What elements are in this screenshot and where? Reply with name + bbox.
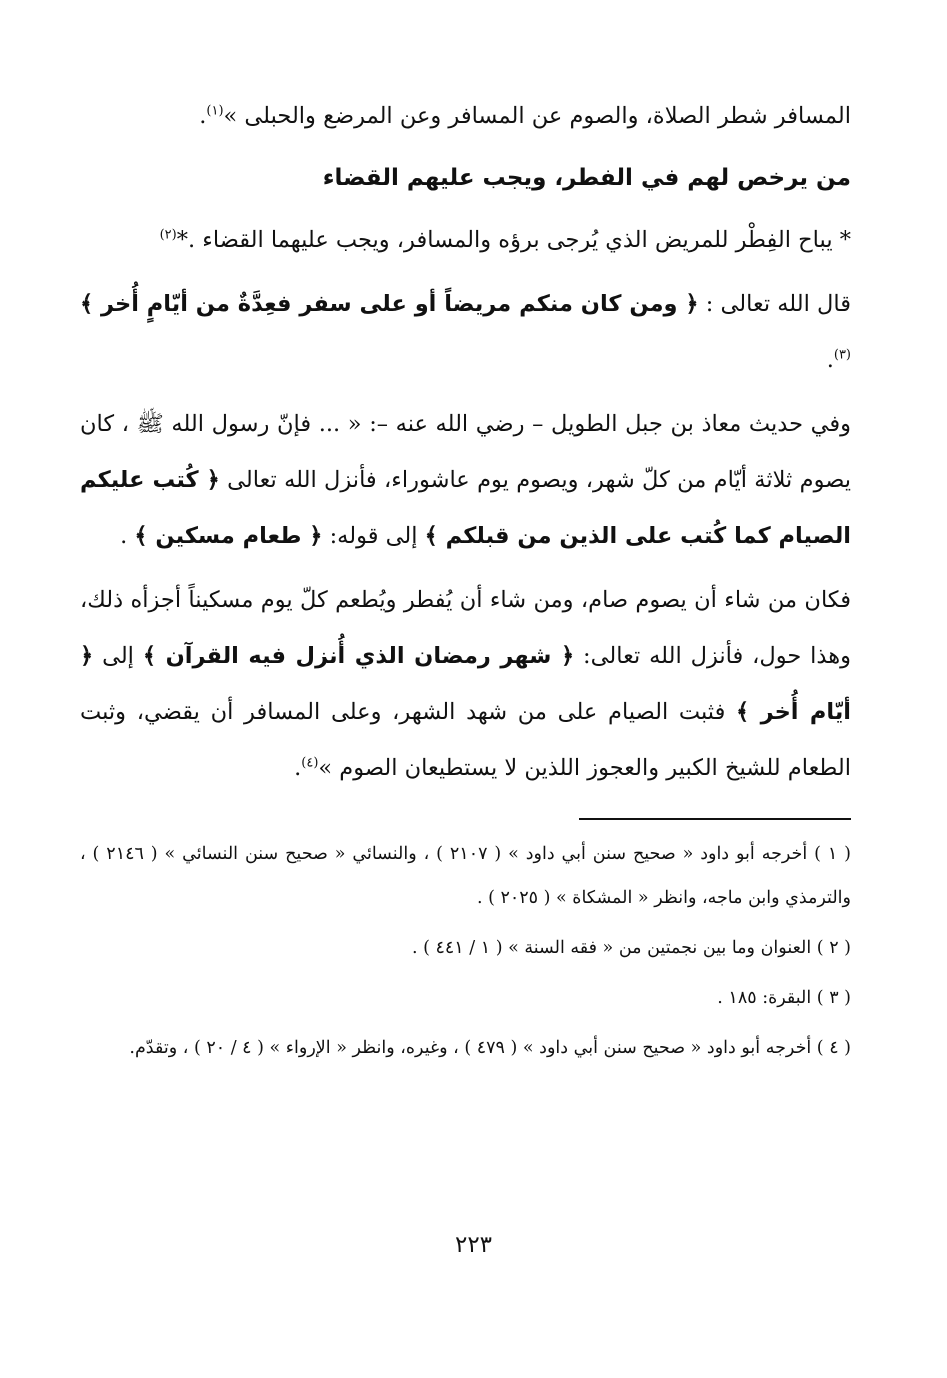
paragraph-1 [80, 88, 851, 144]
paragraph-4-connector: إلى قوله: [322, 523, 425, 549]
paragraph-5-connector: إلى [93, 643, 143, 669]
paragraph-3-end: . [826, 347, 834, 373]
paragraph-3 [80, 276, 851, 388]
footnote-ref-1[interactable]: (١) [206, 103, 224, 119]
footnote-divider [579, 818, 851, 820]
paragraph-1-end: . [199, 103, 207, 129]
quran-verse-2: ﴿ كُتب عليكم الصيام كما كُتب على الذين من قبلكم ﴾ [80, 467, 851, 549]
footnote-ref-4[interactable]: (٤) [301, 755, 319, 771]
paragraph-2 [80, 212, 851, 268]
footnote-3: ( ٣ ) البقرة: ١٨٥ . [717, 988, 851, 1008]
footnote-4: ( ٤ ) أخرجه أبو داود « صحيح سنن أبي داود » ( ٤٧٩ ) ، وغيره، وانظر « الإرواء » ( ٤ / ٢٠ ) ، وتقدّم. [129, 1038, 851, 1058]
paragraph-4 [80, 396, 851, 564]
paragraph-5-end: . [294, 755, 302, 781]
paragraph-4-end: . [120, 523, 135, 549]
footnote-1: ( ١ ) أخرجه أبو داود « صحيح سنن أبي داود » ( ٢١٠٧ ) ، والنسائي « صحيح سنن النسائي » ( ٢١٤٦ ) ، والترمذي وابن ماجه، وانظر « المشكاة » ( ٢٠٢٥ ) . [80, 844, 852, 908]
paragraph-3-intro: قال الله تعالى : [698, 291, 851, 317]
footnote-ref-2[interactable]: (٢) [159, 227, 177, 243]
paragraph-2-text: * يباح الفِطْر للمريض الذي يُرجى برؤه والمسافر، ويجب عليهما القضاء .* [176, 227, 851, 253]
section-heading: من يرخص لهم في الفطر، ويجب عليهم القضاء [322, 165, 851, 191]
quran-verse-3: ﴿ طعام مسكين ﴾ [134, 523, 323, 549]
page-number: ٢٢٣ [454, 1232, 493, 1258]
paragraph-1-text: المسافر شطر الصلاة، والصوم عن المسافر وعن المرضع والحبلى » [223, 103, 851, 129]
paragraph-5-text: فثبت الصيام على من شهد الشهر، وعلى المسافر أن يقضي، وثبت الطعام للشيخ الكبير والعجوز اللذين لا يستطيعان الصوم » [80, 699, 851, 781]
paragraph-5 [80, 572, 851, 796]
quran-verse-4: ﴿ شهر رمضان الذي أُنزل فيه القرآن ﴾ [142, 643, 575, 669]
footnote-2: ( ٢ ) العنوان وما بين نجمتين من « فقه السنة » ( ١ / ٤٤١ ) . [411, 938, 851, 958]
quran-verse-5: ﴿ أيّام أُخر ﴾ [80, 643, 851, 725]
paragraph-5-intro: فكان من شاء أن يصوم صام، ومن شاء أن يُفطر ويُطعم كلّ يوم مسكيناً أجزأه ذلك، وهذا حول، فأنزل الله تعالى: [80, 587, 851, 669]
hadith-text: وفي حديث معاذ بن جبل الطويل – رضي الله عنه –: « ... فإنّ رسول الله ﷺ ، كان يصوم ثلاثة أيّام من كلّ شهر، ويصوم يوم عاشوراء، فأنزل الله تعالى [80, 411, 851, 493]
quran-verse-1: ﴿ ومن كان منكم مريضاً أو على سفر فعِدَّةٌ من أيّامٍ أُخر ﴾ [80, 291, 699, 317]
footnote-ref-3[interactable]: (٣) [833, 347, 851, 363]
